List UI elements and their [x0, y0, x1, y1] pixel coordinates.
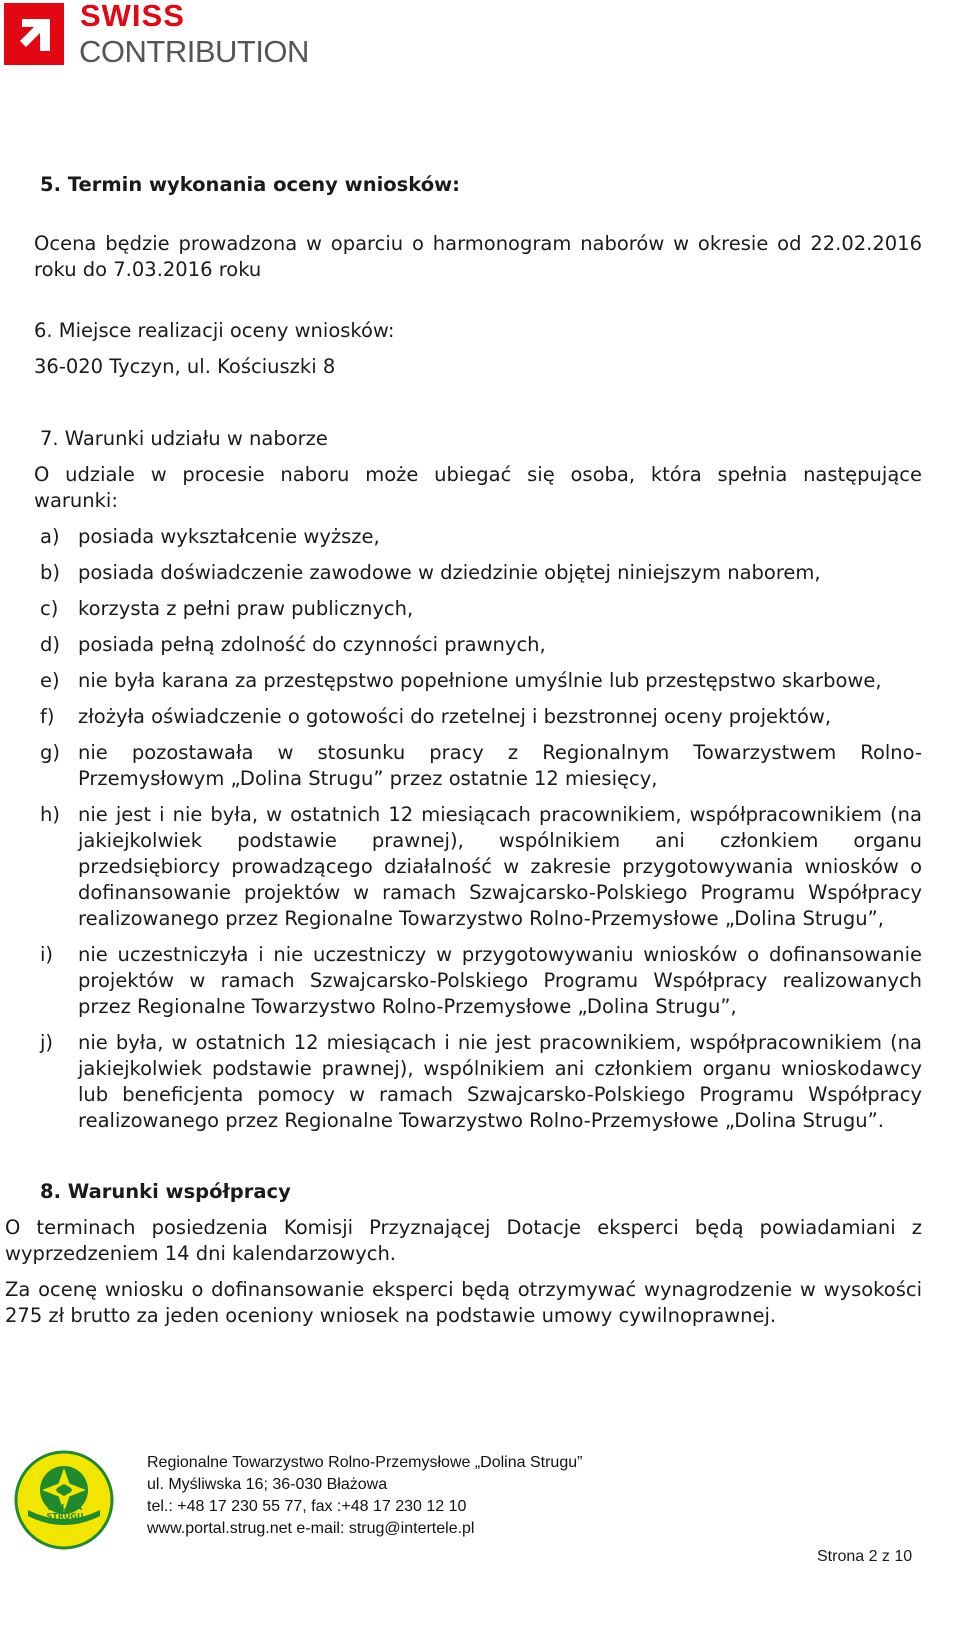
list-item-label: h) [40, 803, 60, 826]
section-6-heading: 6. Miejsce realizacji oceny wniosków: [34, 319, 395, 342]
section-5-heading: 5. Termin wykonania oceny wniosków: [40, 173, 460, 196]
list-item [78, 704, 922, 730]
logo-swiss-text: SWISS [80, 0, 185, 33]
section-8-paragraph-2-line-1: Za ocenę wniosku o dofinansowanie eksperci będą otrzymywać wynagrodzenie w wysokości [5, 1278, 922, 1301]
list-item-line: jakiejkolwiek podstawie prawnej), wspólnikiem ani członkiem organu wnioskodawcy [78, 1057, 922, 1080]
list-item-line: posiada doświadczenie zawodowe w dziedzinie objętej niniejszym naborem, [78, 561, 821, 584]
footer-address: ul. Myśliwska 16; 36-030 Błażowa [147, 1476, 388, 1493]
list-item-label: b) [40, 561, 60, 584]
list-item [78, 560, 922, 586]
page-number: Strona 2 z 10 [817, 1548, 913, 1565]
list-item-line: realizowanego przez Regionalne Towarzystwo Rolno-Przemysłowe „Dolina Strugu”. [78, 1109, 884, 1132]
list-item-line: nie była karana za przestępstwo popełnione umyślnie lub przestępstwo skarbowe, [78, 669, 882, 692]
list-item-line: projektów w ramach Szwajcarsko-Polskiego Programu Współpracy realizowanych [78, 969, 922, 992]
list-item-line: nie była, w ostatnich 12 miesiącach i nie jest pracownikiem, współpracownikiem (na [78, 1031, 922, 1054]
section-8-paragraph-1-line-2: wyprzedzeniem 14 dni kalendarzowych. [5, 1242, 397, 1265]
section-8-paragraph-1-line-1: O terminach posiedzenia Komisji Przyznającej Dotacje eksperci będą powiadamiani z [5, 1216, 922, 1239]
list-item [78, 740, 922, 792]
list-item-label: f) [40, 705, 55, 728]
logo-contribution-text: CONTRIBUTION [79, 34, 309, 69]
section-7-heading: 7. Warunki udziału w naborze [40, 427, 328, 450]
section-8-paragraph-2-line-2: 275 zł brutto za jeden oceniony wniosek na podstawie umowy cywilnoprawnej. [5, 1304, 777, 1327]
dolina-strugu-logo [14, 1450, 114, 1550]
list-item-line: korzysta z pełni praw publicznych, [78, 597, 414, 620]
list-item-label: j) [40, 1031, 54, 1054]
list-item-line: posiada wykształcenie wyższe, [78, 525, 380, 548]
section-5-line-2: roku do 7.03.2016 roku [34, 258, 262, 281]
dolina-strugu-emblem-icon [14, 1450, 114, 1550]
list-item-label: d) [40, 633, 60, 656]
list-item-line: nie uczestniczyła i nie uczestniczy w przygotowywaniu wniosków o dofinansowanie [78, 943, 922, 966]
list-item-line: nie jest i nie była, w ostatnich 12 miesiącach pracownikiem, współpracownikiem (na [78, 803, 922, 826]
list-item-line: lub beneficjenta pomocy w ramach Szwajcarsko-Polskiego Programu Współpracy [78, 1083, 922, 1106]
list-item [78, 802, 922, 932]
list-item-label: e) [40, 669, 60, 692]
list-item [78, 668, 922, 694]
list-item [78, 596, 922, 622]
section-6-address: 36-020 Tyczyn, ul. Kościuszki 8 [34, 355, 336, 378]
footer-organization: Regionalne Towarzystwo Rolno-Przemysłowe „Dolina Strugu” [147, 1454, 583, 1471]
list-item [78, 632, 922, 658]
section-7-intro-line-1: O udziale w procesie naboru może ubiegać się osoba, która spełnia następujące [34, 463, 922, 486]
list-item-line: Przemysłowym „Dolina Strugu” przez ostatnie 12 miesięcy, [78, 767, 658, 790]
list-item-label: c) [40, 597, 59, 620]
list-item-line: złożyła oświadczenie o gotowości do rzetelnej i bezstronnej oceny projektów, [78, 705, 832, 728]
swiss-flag-logo-icon [4, 3, 64, 65]
footer-web-email: www.portal.strug.net e-mail: strug@intertele.pl [147, 1520, 475, 1537]
list-item [78, 524, 922, 550]
list-item-line: nie pozostawała w stosunku pracy z Regionalnym Towarzystwem Rolno- [78, 741, 922, 764]
list-item-line: przedsiębiorcy prowadzącego działalność w zakresie przygotowywania wniosków o [78, 855, 922, 878]
list-item-line: przez Regionalne Towarzystwo Rolno-Przemysłowe „Dolina Strugu”, [78, 995, 737, 1018]
list-item-line: posiada pełną zdolność do czynności prawnych, [78, 633, 546, 656]
list-item-label: i) [40, 943, 54, 966]
list-item-line: jakiejkolwiek podstawie prawnej), wspólnikiem ani członkiem organu [78, 829, 922, 852]
section-5-line-1: Ocena będzie prowadzona w oparciu o harmonogram naborów w okresie od 22.02.2016 [34, 232, 922, 255]
list-item-line: dofinansowanie projektów w ramach Szwajcarsko-Polskiego Programu Współpracy [78, 881, 922, 904]
list-item-line: realizowanego przez Regionalne Towarzystwo Rolno-Przemysłowe „Dolina Strugu”, [78, 907, 884, 930]
list-item-label: g) [40, 741, 60, 764]
footer-phone: tel.: +48 17 230 55 77, fax :+48 17 230 12 10 [147, 1498, 467, 1515]
section-7-intro-line-2: warunki: [34, 489, 118, 512]
list-item [78, 1030, 922, 1134]
list-item-label: a) [40, 525, 60, 548]
list-item [78, 942, 922, 1020]
dolina-strugu-logo-text: DOLINA STRUGU [46, 1503, 84, 1521]
section-8-heading: 8. Warunki współpracy [40, 1180, 291, 1203]
